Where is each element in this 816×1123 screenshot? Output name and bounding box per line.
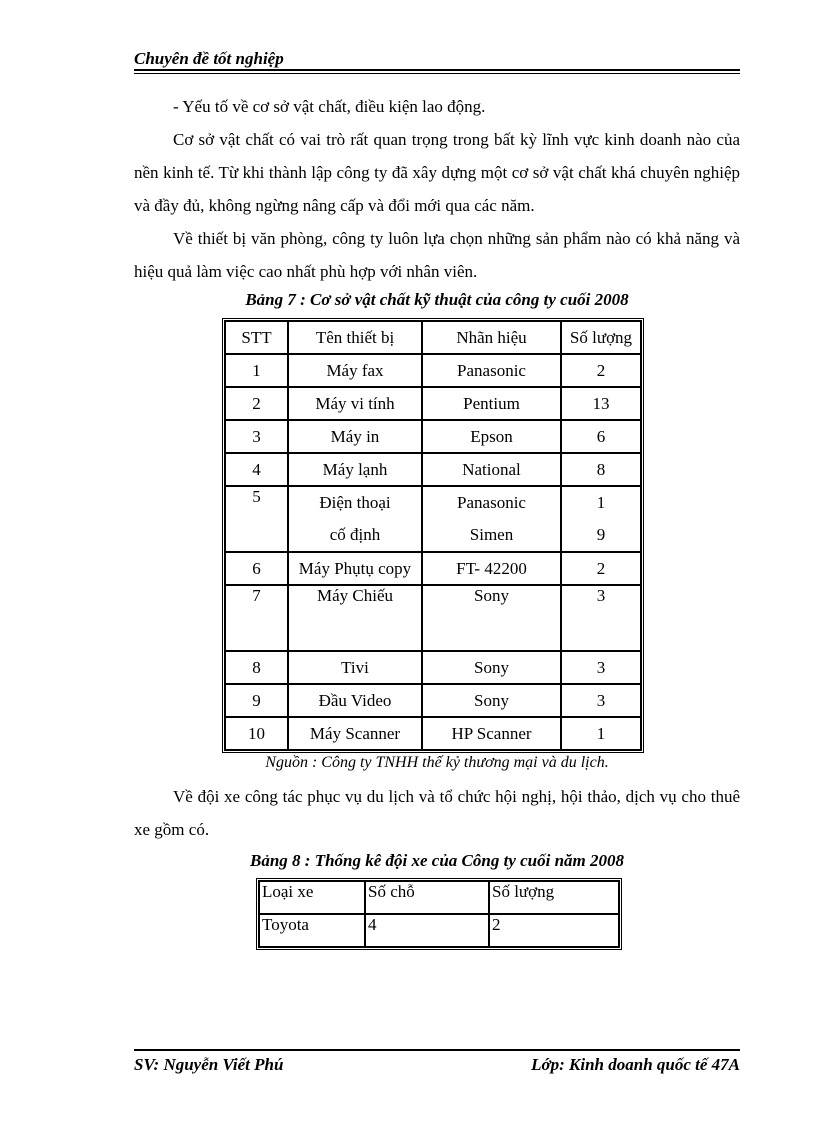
- table-cell: HP Scanner: [422, 717, 561, 750]
- table8-caption: Bảng 8 : Thống kê đội xe của Công ty cuối năm 2008: [249, 851, 625, 870]
- table-cell: Toyota: [259, 914, 365, 947]
- table-cell: 2: [561, 552, 641, 585]
- table-row: [259, 914, 619, 947]
- header-cell: STT: [225, 321, 288, 354]
- table-cell: [288, 486, 422, 552]
- paragraph-1: - Yếu tố về cơ sở vật chất, điều kiện lao động.: [173, 97, 486, 116]
- paragraph-4: Về đội xe công tác phục vụ du lịch và tổ chức hội nghị, hội thảo, dịch vụ cho thuê xe gồm có.: [134, 787, 740, 839]
- table-cell: 6: [561, 420, 641, 453]
- table-cell-line: 9: [596, 525, 606, 544]
- table-cell: Máy vi tính: [288, 387, 422, 420]
- table-cell: Máy fax: [288, 354, 422, 387]
- footer-rule: [134, 1049, 740, 1051]
- table-cell-line: Simen: [469, 525, 514, 544]
- header-cell: Tên thiết bị: [288, 321, 422, 354]
- table-cell: 7: [225, 585, 288, 651]
- table-cell: 4: [365, 914, 489, 947]
- table-cell: Panasonic: [422, 354, 561, 387]
- table-cell: 2: [489, 914, 619, 947]
- table-cell: 1: [225, 354, 288, 387]
- table-cell: 4: [225, 453, 288, 486]
- table7-source: Nguồn : Công ty TNHH thế kỷ thương mại và du lịch.: [265, 754, 609, 771]
- table-cell: Đầu Video: [288, 684, 422, 717]
- paragraph-2: Cơ sở vật chất có vai trò rất quan trọng trong bất kỳ lĩnh vực kinh doanh nào của nền kinh tế. Từ khi thành lập công ty đã xây dựng một cơ sở vật chất khá chuyên nghiệp và đầy đủ, không ngừng nâng cấp và đổi mới qua các năm.: [134, 130, 740, 215]
- table-row: [225, 420, 641, 453]
- table-cell: Máy in: [288, 420, 422, 453]
- table-cell: Máy Phụtụ copy: [288, 552, 422, 585]
- table-cell: [561, 486, 641, 552]
- table-cell: 3: [561, 684, 641, 717]
- table-cell: [422, 486, 561, 552]
- table-cell: National: [422, 453, 561, 486]
- table-cell: 3: [561, 585, 641, 651]
- table-row: [225, 717, 641, 750]
- header-rule-thick: [134, 69, 740, 71]
- table-cell: 1: [561, 717, 641, 750]
- table-cell: Máy Scanner: [288, 717, 422, 750]
- header-cell: Số lượng: [561, 321, 641, 354]
- header-title: Chuyên đề tốt nghiệp: [134, 49, 284, 68]
- table-cell: Sony: [422, 684, 561, 717]
- table-cell: FT- 42200: [422, 552, 561, 585]
- vehicle-table: [256, 878, 622, 950]
- table-cell: 8: [561, 453, 641, 486]
- table-row: [225, 585, 641, 651]
- table-cell-line: Điện thoại: [319, 493, 391, 512]
- table-cell: Máy lạnh: [288, 453, 422, 486]
- header-cell: Số lượng: [489, 881, 619, 914]
- page-header: [134, 48, 740, 70]
- table-cell: 13: [561, 387, 641, 420]
- paragraph-3: Về thiết bị văn phòng, công ty luôn lựa chọn những sản phẩm nào có khả năng và hiệu quả làm việc cao nhất phù hợp với nhân viên.: [134, 229, 740, 281]
- table-cell: 2: [561, 354, 641, 387]
- header-rule-thin: [134, 73, 740, 74]
- header-cell: Nhãn hiệu: [422, 321, 561, 354]
- table-row: [225, 651, 641, 684]
- table-header-row: [225, 321, 641, 354]
- table-cell: [225, 486, 288, 552]
- table-cell-text: 5: [252, 487, 261, 506]
- table-cell: Epson: [422, 420, 561, 453]
- footer-student: SV: Nguyễn Viết Phú: [134, 1055, 284, 1074]
- table-cell: Sony: [422, 651, 561, 684]
- table-cell: 8: [225, 651, 288, 684]
- table-row: [225, 453, 641, 486]
- table-cell: 3: [561, 651, 641, 684]
- table-row: [225, 486, 641, 552]
- table-cell: Tivi: [288, 651, 422, 684]
- table-row: [225, 354, 641, 387]
- table-cell: 9: [225, 684, 288, 717]
- table-cell: Pentium: [422, 387, 561, 420]
- table-cell: Máy Chiếu: [288, 585, 422, 651]
- table7-caption: Bảng 7 : Cơ sở vật chất kỹ thuật của công ty cuối 2008: [245, 290, 629, 309]
- table-cell: 10: [225, 717, 288, 750]
- table-cell-line: Panasonic: [457, 493, 526, 512]
- table-row: [225, 387, 641, 420]
- table-cell: 6: [225, 552, 288, 585]
- table-row: [225, 684, 641, 717]
- footer-class: Lớp: Kinh doanh quốc tế 47A: [531, 1055, 740, 1074]
- table-cell: 2: [225, 387, 288, 420]
- table-cell-line: 1: [596, 493, 606, 512]
- equipment-table: [222, 318, 644, 753]
- header-cell: Số chỗ: [365, 881, 489, 914]
- header-cell: Loại xe: [259, 881, 365, 914]
- table-row: [225, 552, 641, 585]
- table-cell: Sony: [422, 585, 561, 651]
- table-cell-line: cố định: [329, 525, 381, 544]
- table-cell: 3: [225, 420, 288, 453]
- table-header-row: [259, 881, 619, 914]
